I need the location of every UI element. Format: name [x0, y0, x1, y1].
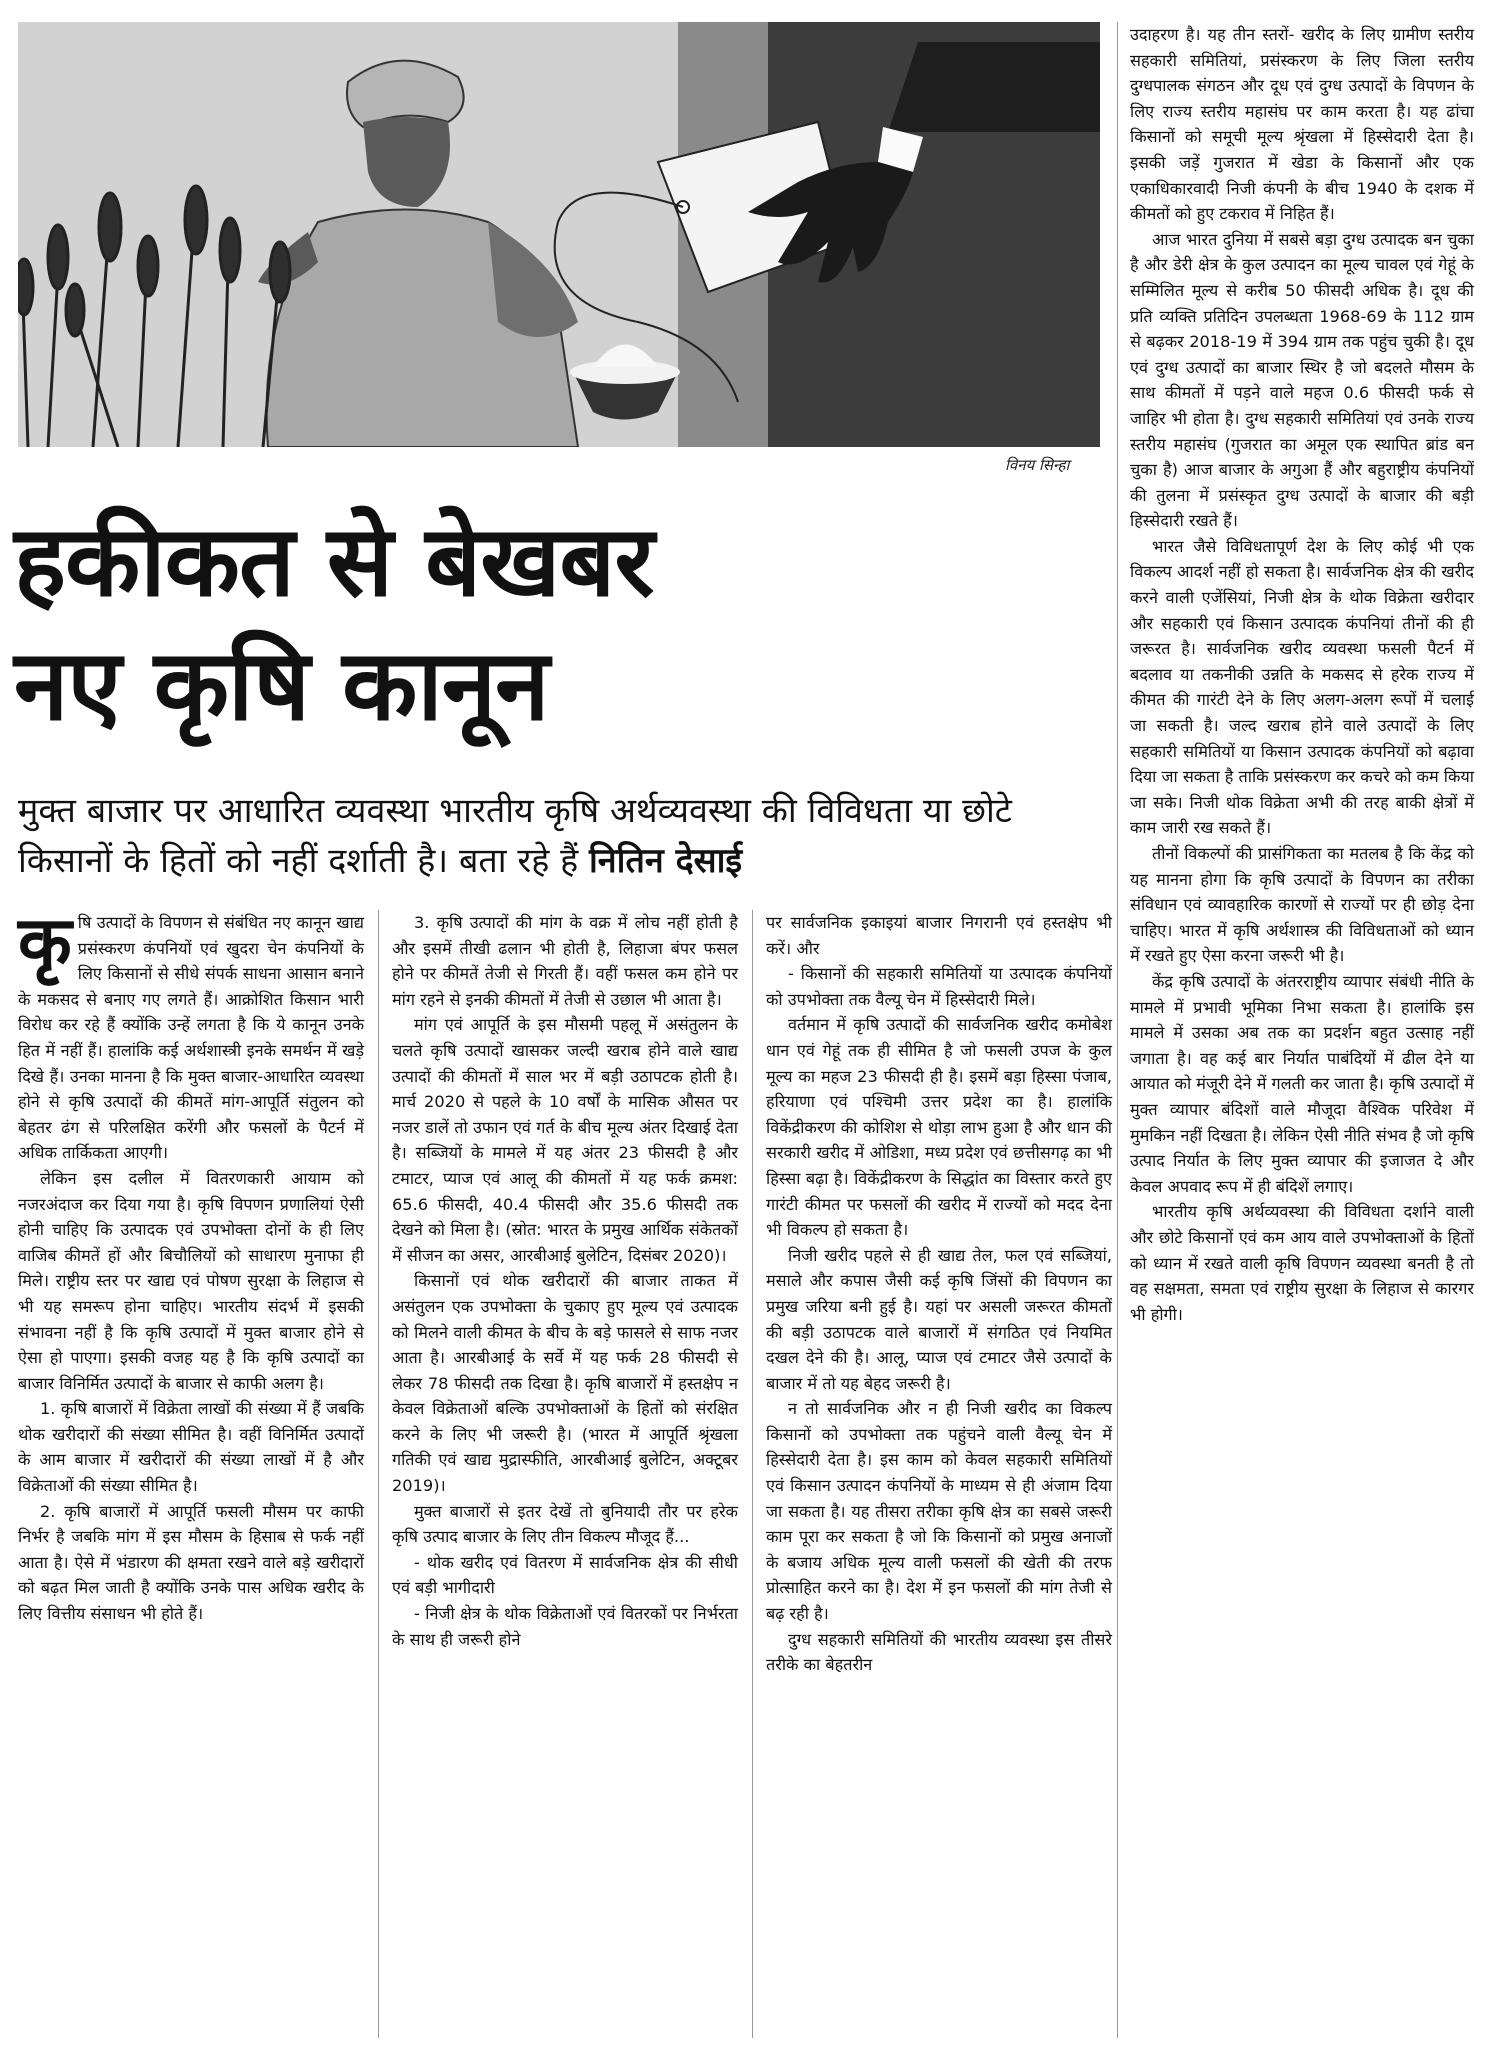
paragraph: - किसानों की सहकारी समितियों या उत्पादक कंपनियों को उपभोक्ता तक वैल्यू चेन में हिस्सेदारी मिले।	[766, 964, 1112, 1009]
article-column-1	[18, 901, 364, 1627]
headline-line-2: नए कृषि कानून	[14, 629, 549, 743]
paragraph: 3. कृषि उत्पादों की मांग के वक्र में लोच नहीं होती है और इसमें तीखी ढलान भी होती है, लिहाजा बंपर फसल होने पर कीमतें तेजी से गिरती हैं। वहीं फसल कम होने पर मांग रहने से इनकी कीमतों में तेजी से उछाल भी आता है।	[392, 913, 738, 1009]
farmer-market-illustration	[18, 22, 1100, 447]
dropcap: कृ	[18, 901, 72, 983]
paragraph: मांग एवं आपूर्ति के इस मौसमी पहलू में असंतुलन के चलते कृषि उत्पादों खासकर जल्दी खराब होने वाले खाद्य उत्पादों की कीमतों में साल भर में बड़ी उठापटक होती है। मार्च 2020 से पहले के 10 वर्षों के मासिक औसत पर नजर डालें तो उफान एवं गर्त के बीच मूल्य अंतर दिखाई देता है। सब्जियों के मामले में यह अंतर 23 फीसदी है और टमाटर, प्याज एवं आलू की कीमतों में यह फर्क क्रमश: 65.6 फीसदी, 40.4 फीसदी और 35.6 फीसदी तक देखने को मिला है। (स्रोत: भारत के प्रमुख आर्थिक संकेतकों में सीजन का असर, आरबीआई बुलेटिन, दिसंबर 2020)।	[392, 1015, 738, 1265]
headline-line-1: हकीकत से बेखबर	[14, 505, 654, 619]
paragraph: मुक्त बाजारों से इतर देखें तो बुनियादी तौर पर हरेक कृषि उत्पाद बाजार के लिए तीन विकल्प मौजूद हैं...	[392, 1501, 738, 1547]
paragraph: आज भारत दुनिया में सबसे बड़ा दुग्ध उत्पादक बन चुका है और डेरी क्षेत्र के कुल उत्पादन का मूल्य चावल एवं गेहूं के सम्मिलित मूल्य से करीब 50 फीसदी अधिक है। दूध की प्रति व्यक्ति प्रतिदिन उपलब्धता 1968-69 के 112 ग्राम से बढ़कर 2018-19 में 394 ग्राम तक पहुंच चुकी है। दूध एवं दुग्ध उत्पादों का बाजार स्थिर है जो बदलते मौसम के साथ कीमतों में पड़ने वाले महज 0.6 फीसदी फर्क से जाहिर भी होता है। दुग्ध सहकारी समितियां एवं उनके राज्य स्तरीय महासंघ (गुजरात का अमूल एक स्थापित ब्रांड बन चुका है) आज बाजार के अगुआ हैं और बहुराष्ट्रीय कंपनियों की तुलना में प्रसंस्कृत दुग्ध उत्पादों के बाजार की बड़ी हिस्सेदारी रखते हैं।	[1130, 229, 1474, 531]
article-column-4	[1130, 22, 1474, 1327]
column-rule	[1117, 22, 1118, 2038]
article-column-3	[766, 910, 1112, 1678]
photo-credit: विनय सिन्हा	[1005, 456, 1070, 474]
paragraph: वर्तमान में कृषि उत्पादों की सार्वजनिक खरीद कमोबेश धान एवं गेहूं तक ही सीमित है जो फसली उपज के कुल मूल्य का महज 23 फीसदी ही है। इसमें बड़ा हिस्सा पंजाब, हरियाणा एवं पश्चिमी उत्तर प्रदेश का है। हालांकि विकेंद्रीकरण की कोशिश से थोड़ा लाभ हुआ है और धान की सरकारी खरीद में ओडिशा, मध्य प्रदेश एवं छत्तीसगढ़ का भी हिस्सा बढ़ा है। विकेंद्रीकरण के सिद्धांत का विस्तार करते हुए गारंटी कीमत पर फसलों की खरीद में राज्यों को मदद देना भी विकल्प हो सकता है।	[766, 1015, 1112, 1240]
author-name: नितिन देसाई	[589, 841, 743, 881]
paragraph: - निजी क्षेत्र के थोक विक्रेताओं एवं वितरकों पर निर्भरता के साथ ही जरूरी होने	[392, 1604, 738, 1649]
paragraph: कृषि उत्पादों के विपणन से संबंधित नए कानून खाद्य प्रसंस्करण कंपनियों एवं खुदरा चेन कंपनियों के लिए किसानों से सीधे संपर्क साधना आसान बनाने के मकसद से बनाए गए लगते हैं। आक्रोशित किसान भारी विरोध कर रहे हैं क्योंकि उन्हें लगता है कि ये कानून उनके हित में नहीं हैं। हालांकि कई अर्थशास्त्री इनके समर्थन में खड़े दिखे हैं। उनका मानना है कि मुक्त बाजार-आधारित व्यवस्था होने से कृषि उत्पादों की कीमतें मांग-आपूर्ति संतुलन को बेहतर ढंग से परिलक्षित करेंगी और फसलों के पैटर्न में अधिक तार्किकता आएगी।	[18, 901, 364, 1163]
headline	[14, 500, 1094, 748]
article-column-2	[392, 910, 738, 1652]
column-rule	[752, 910, 753, 2038]
paragraph: 2. कृषि बाजारों में आपूर्ति फसली मौसम पर काफी निर्भर है जबकि मांग में इस मौसम के हिसाब से फर्क नहीं आता है। ऐसे में भंडारण की क्षमता रखने वाले बड़े खरीदारों को बढ़त मिल जाती है क्योंकि उनके पास अधिक खरीद के लिए वित्तीय संसाधन भी होते हैं।	[18, 1501, 364, 1624]
paragraph: तीनों विकल्पों की प्रासंगिकता का मतलब है कि केंद्र को यह मानना होगा कि कृषि उत्पादों के विपणन का तरीका संविधान एवं व्यावहारिक कारणों से राज्यों पर ही छोड़ देना चाहिए। भारत में कृषि अर्थशास्त्र की विविधताओं को ध्यान में रखते हुए ऐसा करना जरूरी भी है।	[1130, 844, 1474, 966]
paragraph: किसानों एवं थोक खरीदारों की बाजार ताकत में असंतुलन एक उपभोक्ता के चुकाए हुए मूल्य एवं उत्पादक को मिलने वाली कीमत के बीच के बड़े फासले से साफ नजर आता है। आरबीआई के सर्वे में यह फर्क 28 फीसदी से लेकर 78 फीसदी तक दिखा है। कृषि बाजारों में हस्तक्षेप न केवल विक्रेताओं बल्कि उपभोक्ताओं के हितों को संरक्षित करने के लिए भी जरूरी है। (भारत में आपूर्ति श्रृंखला गतिकी एवं खाद्य मुद्रास्फीति, आरबीआई बुलेटिन, अक्टूबर 2019)।	[392, 1271, 738, 1496]
paragraph: - थोक खरीद एवं वितरण में सार्वजनिक क्षेत्र की सीधी एवं बड़ी भागीदारी	[392, 1552, 738, 1598]
paragraph: 1. कृषि बाजारों में विक्रेता लाखों की संख्या में हैं जबकि थोक खरीदारों की संख्या सीमित है। वहीं विनिर्मित उत्पादों के आम बाजार में खरीदारों की संख्या लाखों में है और विक्रेताओं की संख्या सीमित है।	[18, 1399, 364, 1496]
paragraph: भारतीय कृषि अर्थव्यवस्था की विविधता दर्शाने वाली और छोटे किसानों एवं कम आय वाले उपभोक्ताओं के हितों को ध्यान में रखते वाली कृषि विपणन व्यवस्था बनती है तो वह सक्षमता, समता एवं राष्ट्रीय सुरक्षा के लिहाज से कारगर भी होगी।	[1130, 1202, 1474, 1324]
deck-text: मुक्त बाजार पर आधारित व्यवस्था भारतीय कृषि अर्थव्यवस्था की विविधता या छोटे किसानों के हितों को नहीं दर्शाती है। बता रहे हैं	[18, 791, 1012, 881]
paragraph: पर सार्वजनिक इकाइयां बाजार निगरानी एवं हस्तक्षेप भी करें। और	[766, 913, 1112, 958]
paragraph: भारत जैसे विविधतापूर्ण देश के लिए कोई भी एक विकल्प आदर्श नहीं हो सकता है। सार्वजनिक क्षेत्र की खरीद करने वाली एजेंसियां, निजी क्षेत्र के थोक विक्रेता खरीदार और सहकारी एवं किसान उत्पादक कंपनियां तीनों की ही जरूरत है। सार्वजनिक खरीद व्यवस्था फसली पैटर्न में बदलाव या तकनीकी उन्नति के मकसद से हरेक राज्य में कीमत की गारंटी देने के लिए अलग-अलग रूपों में चलाई जा सकती है। जल्द खराब होने वाले उत्पादों के लिए सहकारी समितियों या किसान उत्पादक कंपनियों को बढ़ावा दिया जा सकता है ताकि प्रसंस्करण कर कचरे को कम किया जा सके। निजी थोक विक्रेता अभी की तरह बाकी क्षेत्रों में काम जारी रख सकते हैं।	[1130, 536, 1474, 838]
paragraph: निजी खरीद पहले से ही खाद्य तेल, फल एवं सब्जियां, मसाले और कपास जैसी कई कृषि जिंसों की विपणन का प्रमुख जरिया बनी हुई है। यहां पर असली जरूरत कीमतों की बड़ी उठापटक वाले बाजारों में संगठित एवं नियमित दखल देने की है। आलू, प्याज एवं टमाटर जैसे उत्पादों के बाजार में तो यह बेहद जरूरी है।	[766, 1245, 1112, 1393]
paragraph: न तो सार्वजनिक और न ही निजी खरीद का विकल्प किसानों को उपभोक्ता तक पहुंचने वाली वैल्यू चेन में हिस्सेदारी देता है। इस काम को केवल सहकारी समितियों एवं किसान उत्पादन कंपनियों के माध्यम से ही अंजाम दिया जा सकता है। यह तीसरा तरीका कृषि क्षेत्र का सबसे जरूरी काम पूरा कर सकता है जो कि किसानों को प्रमुख अनाजों के बजाय अधिक मूल्य वाली फसलों की खेती की तरफ प्रोत्साहित करने का है। देश में इन फसलों की मांग तेजी से बढ़ रही है।	[766, 1399, 1112, 1624]
suit-sleeve	[888, 42, 1100, 132]
paragraph: लेकिन इस दलील में वितरणकारी आयाम को नजरअंदाज कर दिया गया है। कृषि विपणन प्रणालियां ऐसी होनी चाहिए कि उत्पादक एवं उपभोक्ता दोनों के ही लिए वाजिब कीमतें हों और बिचौलियों को साधारण मुनाफा ही मिले। राष्ट्रीय स्तर पर खाद्य एवं पोषण सुरक्षा के लिहाज से भी यह समरूप होना चाहिए। भारतीय संदर्भ में इसकी संभावना नहीं है कि कृषि उत्पादों में मुक्त बाजार होने से ऐसा हो पाएगा। इसकी वजह यह है कि कृषि उत्पादों का बाजार विनिर्मित उत्पादों के बाजार से काफी अलग है।	[18, 1168, 364, 1393]
paragraph: उदाहरण है। यह तीन स्तरों- खरीद के लिए ग्रामीण स्तरीय सहकारी समितियां, प्रसंस्करण के लिए जिला स्तरीय दुग्धपालक संगठन और दूध एवं दुग्ध उत्पादों के विपणन के लिए राज्य स्तरीय महासंघ पर काम करता है। यह ढांचा किसानों को समूची मूल्य श्रृंखला में हिस्सेदारी देता है। इसकी जड़ें गुजरात में खेडा के किसानों और एक एकाधिकारवादी निजी कंपनी के बीच 1940 के दशक में कीमतों को हुए टकराव में निहित हैं।	[1130, 25, 1474, 224]
article-illustration	[18, 22, 1100, 447]
paragraph: दुग्ध सहकारी समितियों की भारतीय व्यवस्था इस तीसरे तरीके का बेहतरीन	[766, 1629, 1112, 1675]
deck	[18, 786, 1100, 886]
column-rule	[378, 910, 379, 2038]
paragraph: केंद्र कृषि उत्पादों के अंतरराष्ट्रीय व्यापार संबंधी नीति के मामले में प्रभावी भूमिका निभा सकता है। हालांकि इस मामले में उसका अब तक का प्रदर्शन बहुत उत्साह नहीं जगाता है। वह कई बार निर्यात पाबंदियों में ढील देने या आयात को मंजूरी देने में गलती कर जाता है। कृषि उत्पादों में मुक्त व्यापार बंदिशों वाले मौजूदा वैश्विक परिवेश में मुमकिन नहीं दिखता है। लेकिन ऐसी नीति संभव है जो कृषि उत्पाद निर्यात के लिए मुक्त व्यापार की इजाजत दे और केवल अपवाद रूप में ही बंदिशें लगाए।	[1130, 971, 1474, 1196]
